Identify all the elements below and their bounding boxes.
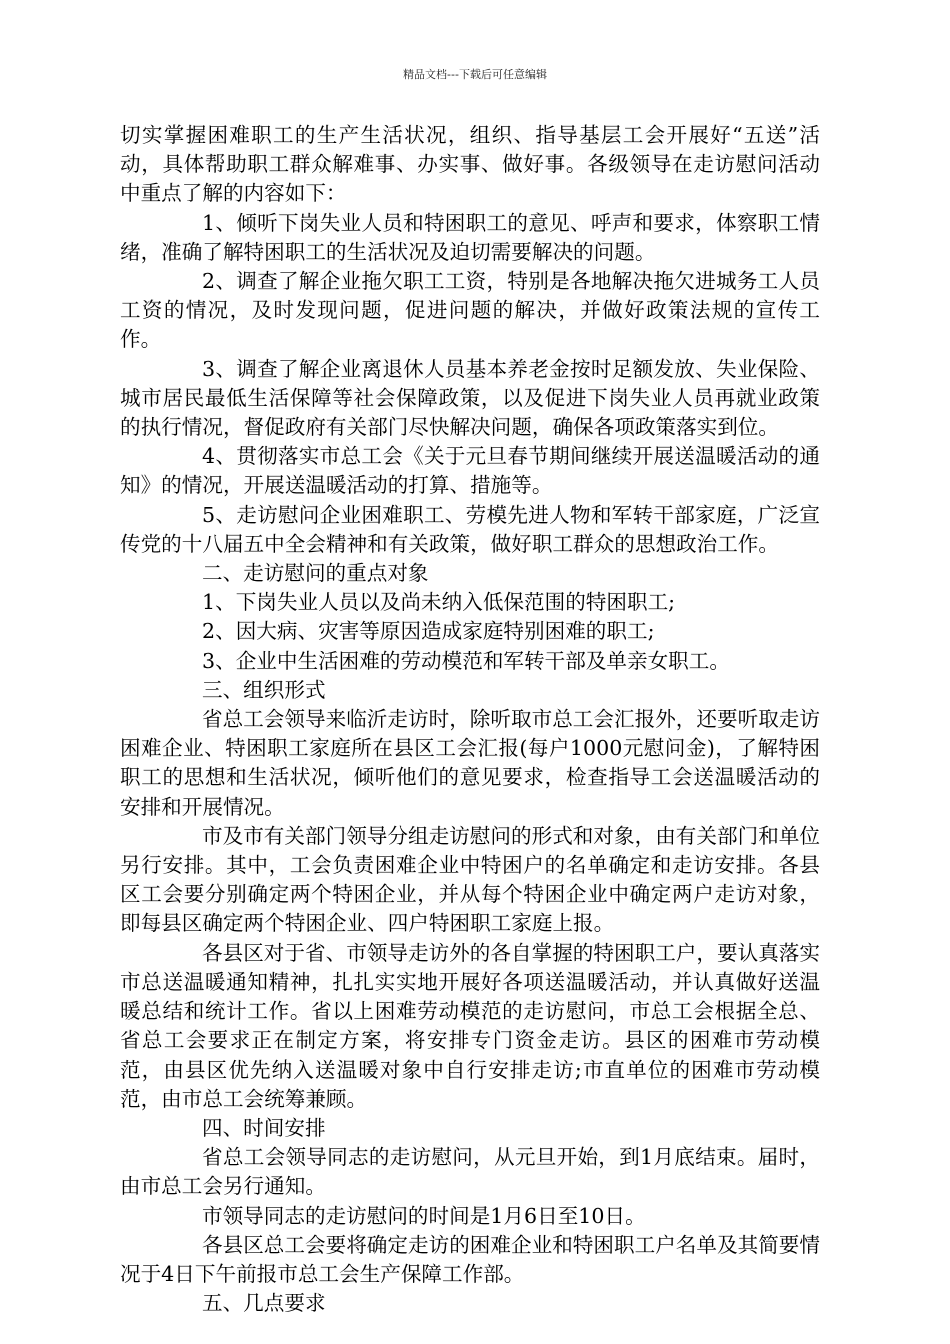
paragraph: 2、因大病、灾害等原因造成家庭特别困难的职工; bbox=[202, 619, 655, 644]
paragraph: 3、企业中生活困难的劳动模范和军转干部及单亲女职工。 bbox=[202, 648, 730, 673]
paragraph: 三、组织形式 bbox=[202, 677, 326, 702]
paragraph: 3、调查了解企业离退休人员基本养老金按时足额发放、失业保险、城市居民最低生活保障等社会保障政策，以及促进下岗失业人员再就业政策的执行情况，督促政府有关部门尽快解决问题，确保各项政策落实到位。 bbox=[120, 356, 820, 440]
paragraph: 5、走访慰问企业困难职工、劳模先进人物和军转干部家庭，广泛宣传党的十八届五中全会精神和有关政策，做好职工群众的思想政治工作。 bbox=[120, 502, 820, 556]
paragraph: 市及市有关部门领导分组走访慰问的形式和对象，由有关部门和单位另行安排。其中，工会负责困难企业中特困户的名单确定和走访安排。各县区工会要分别确定两个特困企业，并从每个特困企业中确定两户走访对象，即每县区确定两个特困企业、四户特困职工家庭上报。 bbox=[120, 823, 820, 936]
paragraph: 4、贯彻落实市总工会《关于元旦春节期间继续开展送温暖活动的通知》的情况，开展送温暖活动的打算、措施等。 bbox=[120, 444, 820, 498]
paragraph: 1、倾听下岗失业人员和特困职工的意见、呼声和要求，体察职工情绪，准确了解特困职工的生活状况及迫切需要解决的问题。 bbox=[120, 210, 820, 264]
paragraph: 五、几点要求 bbox=[202, 1291, 326, 1316]
paragraph: 2、调查了解企业拖欠职工工资，特别是各地解决拖欠进城务工人员工资的情况，及时发现问题，促进问题的解决，并做好政策法规的宣传工作。 bbox=[120, 269, 820, 352]
paragraph: 二、走访慰问的重点对象 bbox=[202, 561, 429, 586]
paragraph: 各县区总工会要将确定走访的困难企业和特困职工户名单及其简要情况于4日下午前报市总工会生产保障工作部。 bbox=[120, 1232, 820, 1286]
paragraph: 省总工会领导来临沂走访时，除听取市总工会汇报外，还要听取走访困难企业、特困职工家庭所在县区工会汇报(每户1000元慰问金)，了解特困职工的思想和生活状况，倾听他们的意见要求，检查指导工会送温暖活动的安排和开展情况。 bbox=[120, 707, 820, 819]
paragraph: 四、时间安排 bbox=[202, 1115, 326, 1140]
paragraph: 省总工会领导同志的走访慰问，从元旦开始，到1月底结束。届时，由市总工会另行通知。 bbox=[120, 1145, 820, 1199]
paragraph: 切实掌握困难职工的生产生活状况，组织、指导基层工会开展好“五送”活动，具体帮助职工群众解难事、办实事、做好事。各级领导在走访慰问活动中重点了解的内容如下： bbox=[120, 123, 820, 206]
paragraph: 市领导同志的走访慰问的时间是1月6日至10日。 bbox=[202, 1203, 646, 1228]
document-body bbox=[120, 121, 820, 1318]
paragraph: 1、下岗失业人员以及尚未纳入低保范围的特困职工; bbox=[202, 590, 676, 615]
paragraph: 各县区对于省、市领导走访外的各自掌握的特困职工户，要认真落实市总送温暖通知精神，扎扎实实地开展好各项送温暖活动，并认真做好送温暖总结和统计工作。省以上困难劳动模范的走访慰问，市总工会根据全总、省总工会要求正在制定方案，将安排专门资金走访。县区的困难市劳动模范，由县区优先纳入送温暖对象中自行安排走访;市直单位的困难市劳动模范，由市总工会统筹兼顾。 bbox=[120, 940, 820, 1111]
page-header: 精品文档---下载后可任意编辑 bbox=[403, 68, 547, 81]
